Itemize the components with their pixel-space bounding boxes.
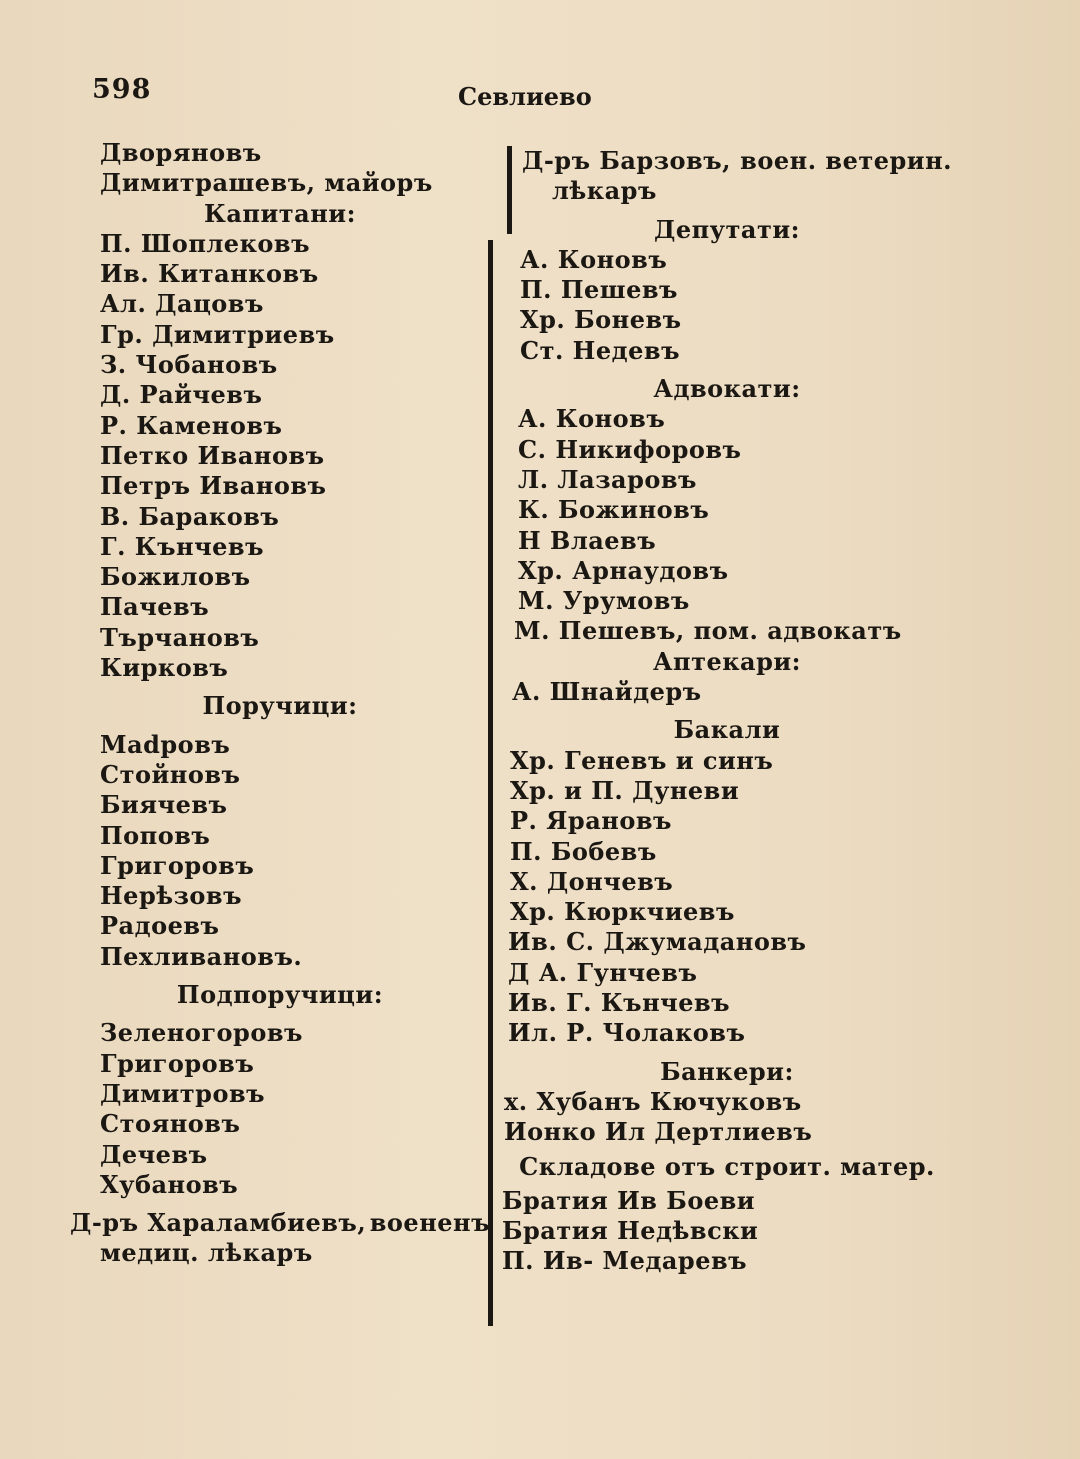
doctor-entry-line1 xyxy=(70,1208,490,1238)
list-item: Стойновъ xyxy=(100,759,241,789)
list-item: Двoряновъ xyxy=(100,138,262,167)
list-item: А. Коновъ xyxy=(518,404,666,434)
list-item: Братия Недѣвски xyxy=(502,1216,759,1246)
list-item: П. Ив- Медаревъ xyxy=(502,1246,748,1276)
vet-entry-line2: лѣкаръ xyxy=(552,176,657,206)
list-item: Пачевъ xyxy=(100,592,210,622)
section-heading-deputies: Депутати: xyxy=(654,214,800,244)
list-item: Димитровъ xyxy=(100,1078,266,1108)
list-item: М. Урумовъ xyxy=(518,586,690,616)
list-item: Хр. Кюркчиевъ xyxy=(510,897,735,927)
running-title: Севлиево xyxy=(458,82,592,111)
list-item: Хр. Арнаудовъ xyxy=(518,555,729,585)
section-heading-warehouses: Складове отъ строит. матер. xyxy=(519,1151,935,1181)
list-item: Ив. Г. Кънчевъ xyxy=(508,988,731,1018)
list-item: В. Бараковъ xyxy=(100,501,280,531)
list-item: Н Влаевъ xyxy=(518,525,657,555)
section-heading-podporuchitsi: Подпоручици: xyxy=(176,980,384,1010)
section-heading-pharmacists: Аптекари: xyxy=(652,646,802,676)
list-item: Петръ Ивановъ xyxy=(100,471,327,501)
list-item: А. Шнайдеръ xyxy=(512,677,702,707)
list-item: Петко Ивановъ xyxy=(100,440,325,470)
list-item: Д. Райчевъ xyxy=(100,380,263,410)
list-item: Хр. и П. Дуневи xyxy=(510,775,740,805)
list-item: Маdровъ xyxy=(100,729,231,759)
list-item: Пехливановъ. xyxy=(100,941,303,971)
list-item: М. Пешевъ, пом. адвокатъ xyxy=(514,616,902,646)
list-item: Дечевъ xyxy=(100,1139,208,1169)
list-item: Хр. Боневъ xyxy=(520,305,682,335)
list-item: П. Шоплековъ xyxy=(100,228,310,258)
list-item: Р. Каменовъ xyxy=(100,410,283,440)
left-column xyxy=(70,138,490,1269)
list-item: Ил. Р. Чолаковъ xyxy=(508,1018,746,1048)
list-item: Братия Ив Боеви xyxy=(502,1185,756,1215)
list-item: Кирковъ xyxy=(100,653,229,683)
doctor-title: военeнъ xyxy=(369,1208,490,1238)
list-item: Д А. Гунчевъ xyxy=(508,957,698,987)
list-item: С. Никифоровъ xyxy=(518,434,742,464)
vet-name: Д-ръ Барзовъ, xyxy=(522,146,731,175)
list-item: Григоровъ xyxy=(100,1048,255,1078)
list-item: х. Хубанъ Кючуковъ xyxy=(504,1086,802,1116)
list-item: Ал. Дацовъ xyxy=(100,289,264,319)
page-number: 598 xyxy=(92,74,152,105)
list-item: Зеленогоровъ xyxy=(100,1018,303,1048)
right-column xyxy=(502,146,952,1277)
section-heading-capitans: Капитани: xyxy=(204,198,356,228)
list-item: Х. Дончевъ xyxy=(510,866,674,896)
list-item: Г. Кънчевъ xyxy=(100,531,265,561)
section-heading-lawyers: Адвокати: xyxy=(653,374,801,404)
list-item: Биячевъ xyxy=(100,790,228,820)
list-item: Р. Ярановъ xyxy=(510,806,672,836)
section-heading-grocers: Бакали xyxy=(673,715,781,745)
list-item: Радоевъ xyxy=(100,911,220,941)
list-item: Л. Лазаровъ xyxy=(518,464,697,494)
section-heading-bankers: Банкери: xyxy=(660,1056,794,1086)
list-item: Ив. Китанковъ xyxy=(100,259,319,289)
list-item: П. Пешевъ xyxy=(520,275,678,305)
list-item: К. Божиновъ xyxy=(518,495,710,525)
vet-title: воен. ветерин. xyxy=(740,146,952,175)
list-item: Ст. Недевъ xyxy=(520,335,680,365)
list-item: Стояновъ xyxy=(100,1109,241,1139)
list-item: Хр. Геневъ и синъ xyxy=(510,745,774,775)
list-item: Гр. Димитриевъ xyxy=(100,319,335,349)
vet-entry-line1 xyxy=(502,146,952,176)
list-item: Хубановъ xyxy=(100,1169,239,1199)
list-item: Нерѣзовъ xyxy=(100,881,243,911)
list-item: З. Чобановъ xyxy=(100,350,278,380)
list-item: Ионко Ил Дертлиевъ xyxy=(504,1117,813,1147)
list-item: Димитрашевъ, майоръ xyxy=(100,168,433,198)
list-item: Божиловъ xyxy=(100,562,251,592)
list-item: Търчановъ xyxy=(100,622,260,652)
doctor-entry-line2: медиц. лѣкаръ xyxy=(100,1238,313,1268)
list-item: А. Коновъ xyxy=(520,244,668,274)
list-item: Поповъ xyxy=(100,820,211,850)
section-heading-poruchitsi: Поручици: xyxy=(202,691,358,721)
doctor-name: Д-ръ Хараламбиевъ, xyxy=(70,1208,367,1238)
list-item: П. Бобевъ xyxy=(510,836,657,866)
list-item: Григоровъ xyxy=(100,850,255,880)
list-item: Ив. С. Джумадановъ xyxy=(508,927,807,957)
